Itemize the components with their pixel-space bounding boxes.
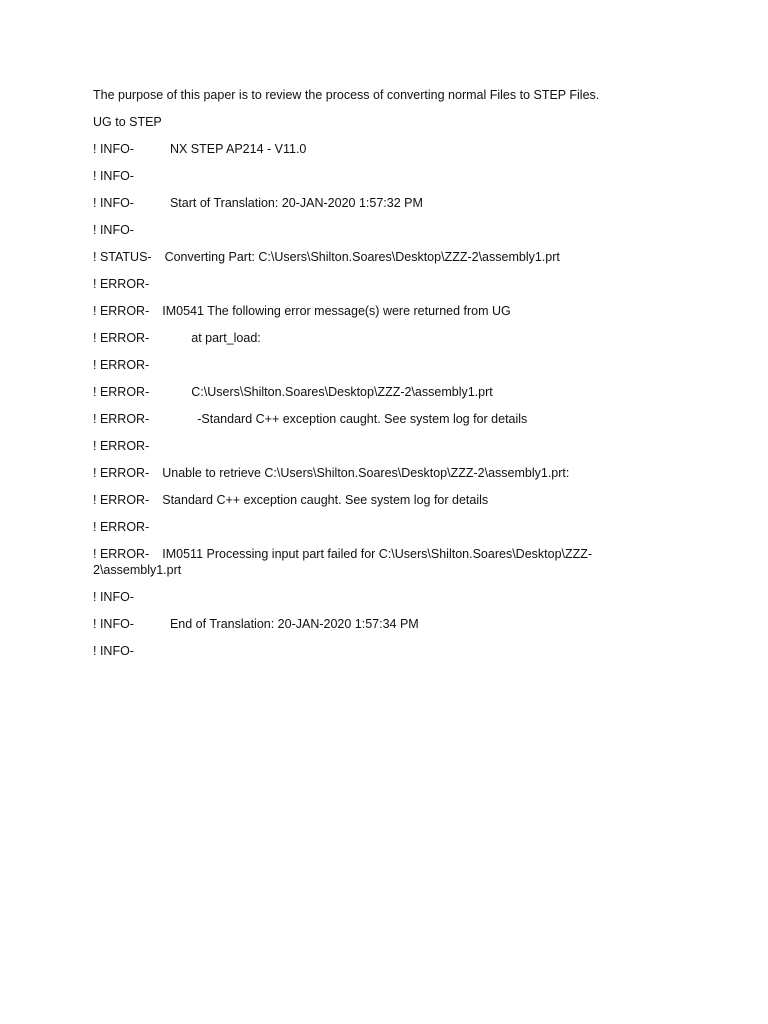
log-line	[93, 616, 623, 632]
log-line	[93, 249, 623, 265]
log-message: C:\Users\Shilton.Soares\Desktop\ZZZ-2\assembly1.prt	[191, 385, 493, 399]
document-body	[93, 87, 623, 670]
log-line	[93, 168, 623, 184]
log-message: End of Translation: 20-JAN-2020 1:57:34 PM	[169, 617, 419, 631]
log-line	[93, 643, 623, 659]
log-line	[93, 492, 623, 508]
log-message: at part_load:	[191, 331, 261, 345]
log-tag: ! ERROR-	[93, 304, 150, 318]
log-message: NX STEP AP214 - V11.0	[169, 142, 307, 156]
log-line	[93, 411, 623, 427]
log-message: IM0511 Processing input part failed for C:\Users\Shilton.Soares\Desktop\ZZZ-2\assembly1.prt	[93, 547, 593, 577]
section-title: UG to STEP	[93, 115, 162, 129]
log-tag: ! ERROR-	[93, 466, 150, 480]
log-message: Unable to retrieve C:\Users\Shilton.Soares\Desktop\ZZZ-2\assembly1.prt:	[162, 466, 570, 480]
log-tag: ! INFO-	[93, 223, 134, 237]
log-line	[93, 141, 623, 157]
log-message: Start of Translation: 20-JAN-2020 1:57:32 PM	[169, 196, 423, 210]
log-line	[93, 357, 623, 373]
log-tag: ! INFO-	[93, 617, 134, 631]
log-line	[93, 195, 623, 211]
log-line	[93, 589, 623, 605]
log-line	[93, 465, 623, 481]
log-tag: ! INFO-	[93, 169, 134, 183]
log-line	[93, 330, 623, 346]
log-line	[93, 303, 623, 319]
log-tag: ! ERROR-	[93, 520, 150, 534]
log-message: Converting Part: C:\Users\Shilton.Soares\Desktop\ZZZ-2\assembly1.prt	[164, 250, 560, 264]
log-line	[93, 276, 623, 292]
log-tag: ! ERROR-	[93, 439, 150, 453]
log-line	[93, 384, 623, 400]
log-line	[93, 546, 623, 578]
log-tag: ! ERROR-	[93, 331, 150, 345]
log-tag: ! STATUS-	[93, 250, 152, 264]
log-tag: ! ERROR-	[93, 358, 150, 372]
log-tag: ! INFO-	[93, 590, 134, 604]
log-tag: ! ERROR-	[93, 412, 150, 426]
log-message: -Standard C++ exception caught. See system log for details	[197, 412, 528, 426]
log-tag: ! ERROR-	[93, 385, 150, 399]
log-line	[93, 519, 623, 535]
log-tag: ! ERROR-	[93, 493, 150, 507]
log-tag: ! ERROR-	[93, 547, 150, 561]
log-message: IM0541 The following error message(s) were returned from UG	[162, 304, 511, 318]
log-message: Standard C++ exception caught. See system log for details	[162, 493, 489, 507]
log-tag: ! INFO-	[93, 196, 134, 210]
log-line	[93, 438, 623, 454]
log-line	[93, 222, 623, 238]
log-tag: ! ERROR-	[93, 277, 150, 291]
intro-paragraph: The purpose of this paper is to review the process of converting normal Files to STEP Files.	[93, 88, 600, 102]
log-tag: ! INFO-	[93, 142, 134, 156]
log-tag: ! INFO-	[93, 644, 134, 658]
